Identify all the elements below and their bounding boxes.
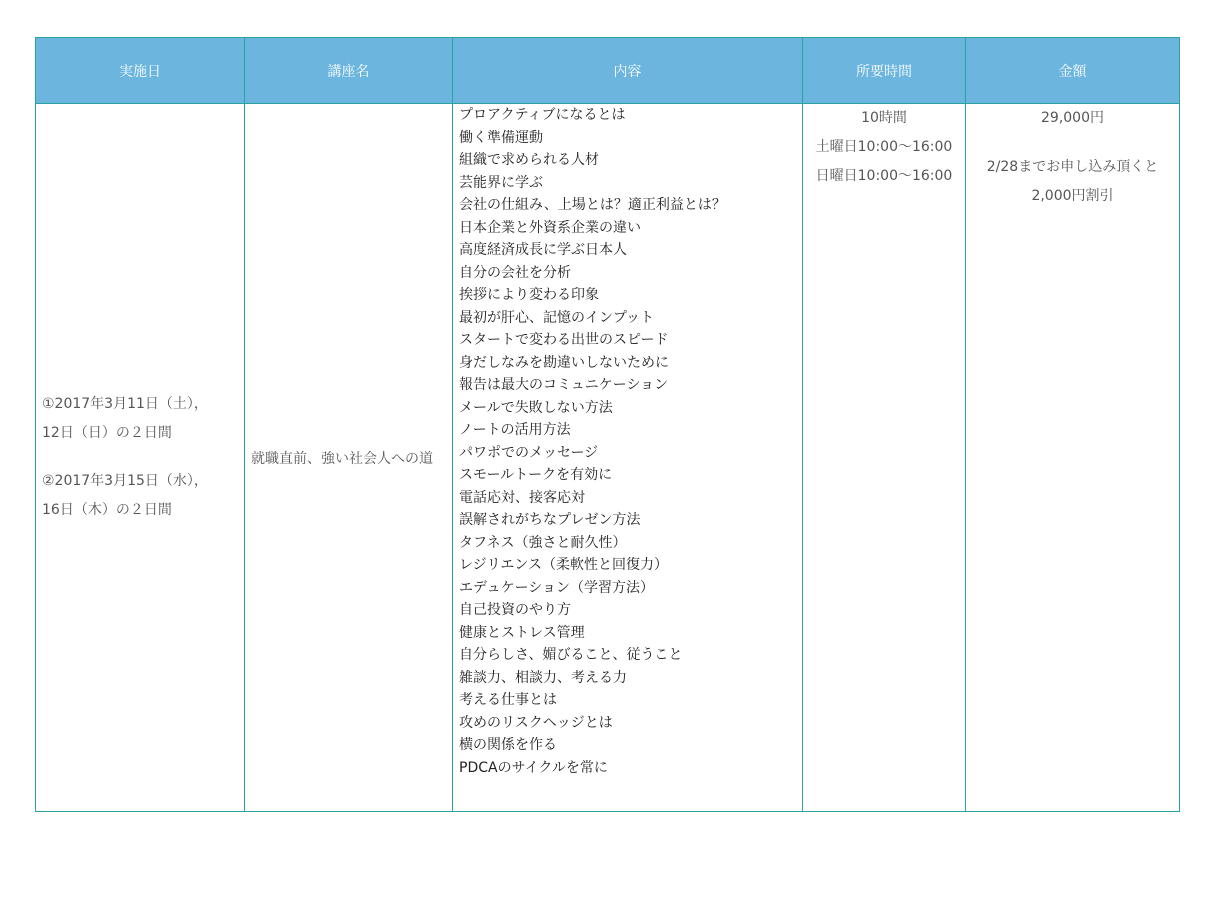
price-cell — [966, 104, 1180, 812]
header-content: 内容 — [453, 38, 803, 104]
price-spacer — [972, 133, 1173, 153]
header-course: 講座名 — [245, 38, 453, 104]
duration-sunday: 日曜日10:00〜16:00 — [815, 168, 953, 184]
duration-cell — [803, 104, 966, 812]
content-item: 会社の仕組み、上場とは？適正利益とは？ — [459, 197, 726, 213]
header-duration: 所要時間 — [803, 38, 966, 104]
header-date: 実施日 — [36, 38, 245, 104]
content-item: PDCAのサイクルを常に — [459, 759, 608, 776]
content-item: タフネス（強さと耐久性） — [459, 534, 627, 551]
content-item: エデュケーション（学習方法） — [459, 579, 655, 596]
date-option-2 — [42, 467, 238, 525]
content-item: 高度経済成長に学ぶ日本人 — [459, 242, 627, 258]
content-item: 雑談力、相談力、考える力 — [459, 669, 627, 686]
price-amount: 29,000円 — [1041, 110, 1104, 126]
content-item: ノートの活用方法 — [459, 422, 571, 438]
content-item: 自分の会社を分析 — [459, 264, 571, 281]
price-discount-line-1: 2/28までお申し込み頂くと — [986, 159, 1159, 175]
content-cell — [453, 104, 803, 812]
content-item: 組織で求められる人材 — [459, 152, 599, 168]
header-price: 金額 — [966, 38, 1180, 104]
content-item: メールで失敗しない方法 — [459, 399, 613, 416]
date-cell — [36, 104, 245, 812]
table-row — [36, 104, 1180, 812]
content-item: スモールトークを有効に — [459, 467, 613, 483]
date-option-1-line-2: 12日（日）の２日間 — [42, 425, 172, 441]
content-item: 働く準備運動 — [459, 129, 543, 146]
content-item: 挨拶により変わる印象 — [459, 287, 599, 303]
schedule-table — [35, 37, 1180, 812]
content-item: 誤解されがちなプレゼン方法 — [459, 512, 641, 528]
content-item: 健康とストレス管理 — [459, 624, 585, 641]
date-option-2-line-2: 16日（木）の２日間 — [42, 502, 172, 518]
duration-saturday: 土曜日10:00〜16:00 — [815, 139, 953, 155]
content-item: 考える仕事とは — [459, 692, 557, 708]
content-list — [459, 104, 796, 779]
content-item: 報告は最大のコミュニケーション — [459, 377, 669, 393]
duration-total: 10時間 — [861, 110, 907, 126]
content-item: 身だしなみを勘違いしないために — [459, 354, 669, 371]
content-item: レジリエンス（柔軟性と回復力） — [459, 557, 668, 573]
content-item: 自分らしさ、媚びること、従うこと — [459, 647, 683, 663]
content-item: プロアクティブになるとは — [459, 107, 626, 123]
content-item: 電話応対、接客応対 — [459, 489, 585, 506]
table-header-row — [36, 38, 1180, 104]
content-item: 最初が肝心、記憶のインプット — [459, 309, 655, 326]
price-discount-line-2: 2,000円割引 — [1031, 188, 1114, 204]
content-item: スタートで変わる出世のスピード — [459, 332, 669, 348]
content-item: パワポでのメッセージ — [459, 444, 599, 461]
content-item: 芸能界に学ぶ — [459, 174, 543, 191]
content-item: 日本企業と外資系企業の違い — [459, 219, 641, 236]
date-option-1 — [42, 390, 238, 448]
date-option-2-line-1: ②2017年3月15日（水）， — [42, 473, 208, 489]
content-item: 自己投資のやり方 — [459, 602, 571, 618]
content-item: 横の関係を作る — [459, 737, 557, 753]
schedule-table-wrapper — [35, 37, 1179, 812]
course-name-cell: 就職直前、強い社会人への道 — [245, 104, 453, 812]
date-option-1-line-1: ①2017年3月11日（土）， — [42, 396, 208, 412]
content-item: 攻めのリスクヘッジとは — [459, 714, 613, 731]
